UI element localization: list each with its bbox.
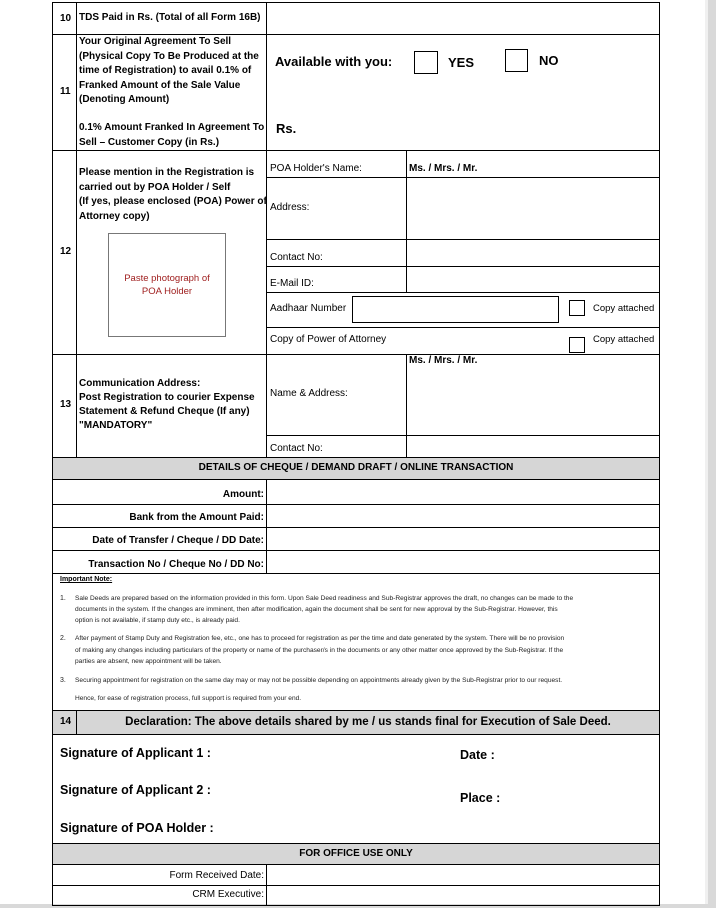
rule [266, 435, 660, 436]
poa-question-line: Attorney copy) [79, 210, 150, 222]
transfer-date-label: Date of Transfer / Cheque / DD Date: [92, 535, 264, 546]
note-hence-line: Hence, for ease of registration process, full support is required from your end. [75, 695, 302, 702]
declaration-text: Declaration: The above details shared by me / us stands final for Execution of Sale Deed. [125, 716, 611, 728]
agreement-label-line: Your Original Agreement To Sell [79, 36, 232, 47]
rule-v [406, 150, 407, 292]
rule-v [406, 354, 407, 457]
photo-placeholder-text: Paste photograph of POA Holder [124, 273, 210, 297]
poa-copy-label: Copy of Power of Attorney [270, 334, 387, 345]
available-label: Available with you: [275, 54, 393, 69]
note-number: 3. [60, 677, 66, 684]
rule [266, 292, 660, 293]
rule [266, 266, 660, 267]
rule [52, 150, 660, 151]
note-1-line: documents in the system. If the changes are imminent, then after modification, again the document shall be sent for new approval by the Sub-Registrar. However, this [75, 606, 558, 613]
rule [52, 573, 660, 574]
form-received-label: Form Received Date: [169, 870, 264, 881]
comm-salutation: Ms. / Mrs. / Mr. [409, 355, 478, 366]
franked-label-line: 0.1% Amount Franked In Agreement To [79, 122, 265, 133]
yes-checkbox[interactable] [414, 51, 438, 74]
comm-address-line: Post Registration to courier Expense [79, 392, 255, 403]
no-checkbox[interactable] [505, 49, 528, 72]
rule-v [266, 2, 267, 457]
poa-salutation: Ms. / Mrs. / Mr. [409, 163, 478, 174]
signature-poa-holder: Signature of POA Holder : [60, 821, 214, 835]
page-shadow [708, 0, 716, 908]
rule [52, 504, 660, 505]
bank-label: Bank from the Amount Paid: [129, 512, 264, 523]
row-number-13: 13 [60, 399, 72, 410]
yes-label: YES [448, 55, 475, 70]
comm-address-line: Communication Address: [79, 378, 201, 389]
aadhaar-copy-label: Copy attached [593, 303, 655, 314]
row-number-11: 11 [60, 86, 71, 97]
poa-email-label: E-Mail ID: [270, 278, 314, 289]
rule-v [76, 2, 77, 457]
comm-contact-label: Contact No: [270, 443, 323, 454]
rule [52, 843, 660, 844]
rule [52, 527, 660, 528]
rule [52, 864, 660, 865]
payment-header: DETAILS OF CHEQUE / DEMAND DRAFT / ONLINE TRANSACTION [198, 462, 514, 473]
place-label: Place : [460, 791, 501, 805]
poa-copy-attached-label: Copy attached [593, 334, 655, 345]
note-2-line: After payment of Stamp Duty and Registration fee, etc., one has to proceed for registration as per the time and date generated by the system. There will be no provision [75, 635, 565, 642]
row-number-10: 10 [60, 13, 72, 24]
note-2-line: parties are absent, new appointment will be taken. [75, 658, 222, 665]
row-number-14: 14 [60, 716, 72, 727]
office-header: FOR OFFICE USE ONLY [299, 848, 413, 859]
rule-v [266, 864, 267, 906]
poa-contact-label: Contact No: [270, 252, 323, 263]
agreement-label-line: (Denoting Amount) [79, 94, 170, 105]
rule [52, 710, 660, 711]
franked-label-line: Sell – Customer Copy (in Rs.) [79, 136, 220, 148]
agreement-label-line: Franked Amount of the Sale Value [79, 79, 241, 91]
aadhaar-label: Aadhaar Number [270, 303, 347, 314]
photo-placeholder[interactable] [108, 233, 226, 337]
rs-label: Rs. [276, 121, 297, 136]
note-1-line: option is not available, if stamp duty etc., is already paid. [75, 617, 240, 624]
rule [52, 885, 660, 886]
poa-name-label: POA Holder's Name: [270, 163, 362, 174]
notes-title: Important Note: [60, 576, 113, 583]
signature-applicant-2: Signature of Applicant 2 : [60, 783, 211, 797]
rule [266, 177, 660, 178]
agreement-label-line: time of Registration) to avail 0.1% of [79, 65, 252, 76]
transaction-no-label: Transaction No / Cheque No / DD No: [88, 559, 264, 570]
tds-label: TDS Paid in Rs. (Total of all Form 16B) [79, 12, 261, 23]
poa-question-line: (If yes, please enclosed (POA) Power of [79, 196, 267, 207]
comm-name-address-label: Name & Address: [270, 388, 348, 399]
amount-label: Amount: [222, 489, 264, 500]
rule [52, 734, 660, 735]
comm-address-line: "MANDATORY" [79, 420, 153, 431]
rule [52, 479, 660, 480]
note-2-line: of making any changes including particulars of the property or name of the purchaser/s in the documents or any other matter once approved by the Sub-Registrar. If the [75, 647, 564, 654]
crm-executive-label: CRM Executive: [192, 889, 264, 900]
comm-address-line: Statement & Refund Cheque (If any) [79, 406, 250, 417]
rule [52, 457, 660, 458]
rule [52, 354, 660, 355]
agreement-label-line: (Physical Copy To Be Produced at the [79, 50, 259, 62]
note-number: 1. [60, 595, 66, 602]
poa-address-label: Address: [270, 202, 310, 213]
no-label: NO [539, 53, 559, 68]
rule [266, 239, 660, 240]
rule [266, 327, 660, 328]
signature-applicant-1: Signature of Applicant 1 : [60, 746, 211, 760]
aadhaar-input[interactable] [352, 296, 559, 323]
poa-question-line: Please mention in the Registration is [79, 167, 255, 178]
note-number: 2. [60, 635, 66, 642]
date-label: Date : [460, 748, 495, 762]
poa-question-line: carried out by POA Holder / Self [79, 181, 231, 193]
rule [52, 550, 660, 551]
aadhaar-copy-checkbox[interactable] [569, 300, 585, 316]
poa-copy-checkbox[interactable] [569, 337, 585, 353]
row-number-12: 12 [60, 246, 72, 257]
note-1-line: Sale Deeds are prepared based on the information provided in this form. Upon Sale Deed readiness and Sub-Registrar approves the draft, no changes can be made to the [75, 595, 574, 602]
rule-v [266, 479, 267, 573]
note-3-line: Securing appointment for registration on the same day may or may not be possible depending on appointments already given by the Sub-Registrar prior to our request. [75, 677, 563, 684]
